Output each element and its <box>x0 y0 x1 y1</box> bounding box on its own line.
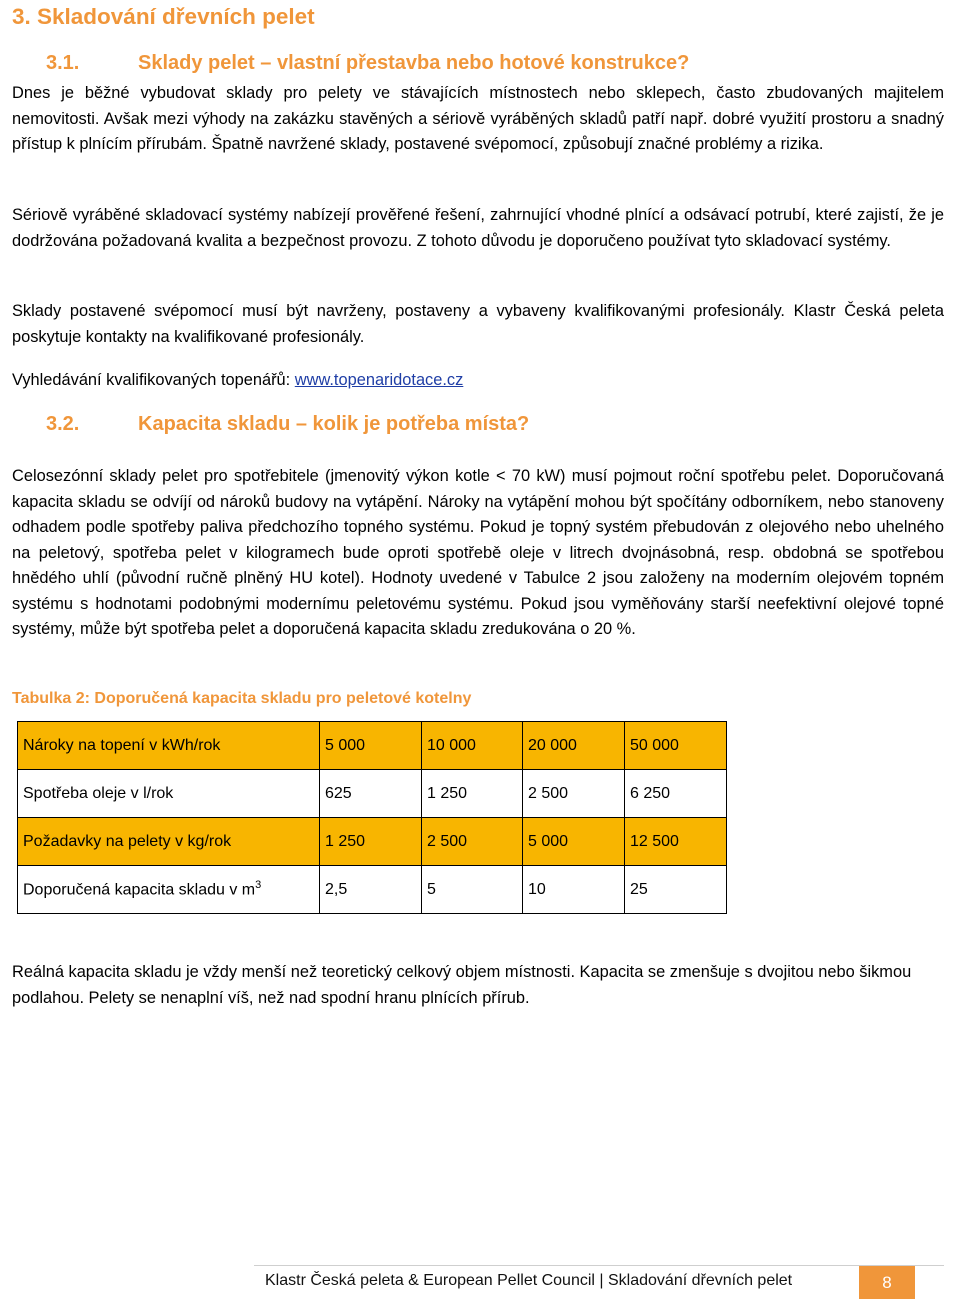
paragraph-intro: Dnes je běžné vybudovat sklady pro pelety ve stávajících místnostech nebo sklepech, často zbudovaných majitelem nemovitosti. Avšak mezi výhody na zakázku stavěných a sériově vyráběných skladů patří např. dobré využití prostoru a snadný přístup k plnícím přírubám. Špatně navržené sklady, postavené svépomocí, způsobují značné problémy a rizika. <box>12 84 944 153</box>
row-label <box>18 866 320 914</box>
table-cell: 25 <box>625 866 727 914</box>
section-3-1-heading <box>46 52 689 75</box>
table-cell: 2 500 <box>422 818 523 866</box>
table-cell: 1 250 <box>320 818 422 866</box>
row-label: Nároky na topení v kWh/rok <box>18 722 320 770</box>
section-number: 3.1. <box>46 52 80 74</box>
footer-divider <box>254 1265 944 1266</box>
table-cell: 2,5 <box>320 866 422 914</box>
table-cell: 50 000 <box>625 722 727 770</box>
topenari-link[interactable]: www.topenaridotace.cz <box>294 371 464 389</box>
table-cell: 10 000 <box>422 722 523 770</box>
table-cell: 20 000 <box>523 722 625 770</box>
table-cell: 5 000 <box>523 818 625 866</box>
table-row <box>18 722 727 770</box>
paragraph-self-built: Sklady postavené svépomocí musí být navrženy, postaveny a vybaveny kvalifikovanými profesionály. Klastr Česká peleta poskytuje kontakty na kvalifikované profesionály. <box>12 302 944 346</box>
section-title: Kapacita skladu – kolik je potřeba místa? <box>138 413 530 435</box>
table-row <box>18 770 727 818</box>
table-cell: 2 500 <box>523 770 625 818</box>
section-number: 3.2. <box>46 413 80 435</box>
table-cell: 625 <box>320 770 422 818</box>
footer-text: Klastr Česká peleta & European Pellet Council | Skladování dřevních pelet <box>265 1272 793 1289</box>
table-cell: 12 500 <box>625 818 727 866</box>
table-cell: 10 <box>523 866 625 914</box>
paragraph-capacity: Celosezónní sklady pelet pro spotřebitele (jmenovitý výkon kotle < 70 kW) musí pojmout roční spotřebu pelet. Doporučovaná kapacita skladu se odvíjí od nároků budovy na vytápění. Nároky na vytápění mohou být spočítány odborníkem, nebo stanoveny odhadem podle spotřeby paliva předchozího topného systému. Pokud je topný systém přebudován z olejového nebo uhelného na peletový, spotřeba pelet v kilogramech bude oproti spotřebě oleje v litrech dvojnásobná, resp. obdobná se spotřebou hnědého uhlí (původní ručně plněný HU kotel). Hodnoty uvedené v Tabulce 2 jsou založeny na moderním olejovém topném systému s hodnotami podobnými modernímu peletovému systému. Pokud jsou vyměňovány starší neefektivní olejové topné systémy, může být spotřeba pelet a doporučená kapacita skladu zredukována o 20 %. <box>12 467 944 638</box>
row-label: Požadavky na pelety v kg/rok <box>18 818 320 866</box>
superscript: 3 <box>255 879 262 892</box>
table-row <box>18 818 727 866</box>
row-label: Spotřeba oleje v l/rok <box>18 770 320 818</box>
table-cell: 5 000 <box>320 722 422 770</box>
table-cell: 6 250 <box>625 770 727 818</box>
capacity-table <box>17 721 727 914</box>
section-title: Sklady pelet – vlastní přestavba nebo hotové konstrukce? <box>138 52 690 74</box>
chapter-heading: 3. Skladování dřevních pelet <box>12 4 315 29</box>
section-3-2-heading <box>46 413 529 436</box>
table-caption: Tabulka 2: Doporučená kapacita skladu pro peletové kotelny <box>12 690 472 707</box>
table-row <box>18 866 727 914</box>
search-label: Vyhledávání kvalifikovaných topenářů: <box>12 371 295 389</box>
paragraph-serial-systems: Sériově vyráběné skladovací systémy nabízejí prověřené řešení, zahrnující vhodné plnící a odsávací potrubí, které zajistí, že je dodržována požadovaná kvalita a bezpečnost provozu. Z tohoto důvodu je doporučeno používat tyto skladovací systémy. <box>12 206 944 250</box>
table-cell: 5 <box>422 866 523 914</box>
row-label-text: Doporučená kapacita skladu v m <box>23 881 256 899</box>
page-number: 8 <box>859 1266 915 1299</box>
paragraph-real-capacity: Reálná kapacita skladu je vždy menší než teoretický celkový objem místnosti. Kapacita se zmenšuje s dvojitou nebo šikmou podlahou. Pelety se nenaplní víš, než nad spodní hranu plnících přírub. <box>12 963 912 1007</box>
paragraph-search <box>12 368 944 394</box>
table-cell: 1 250 <box>422 770 523 818</box>
